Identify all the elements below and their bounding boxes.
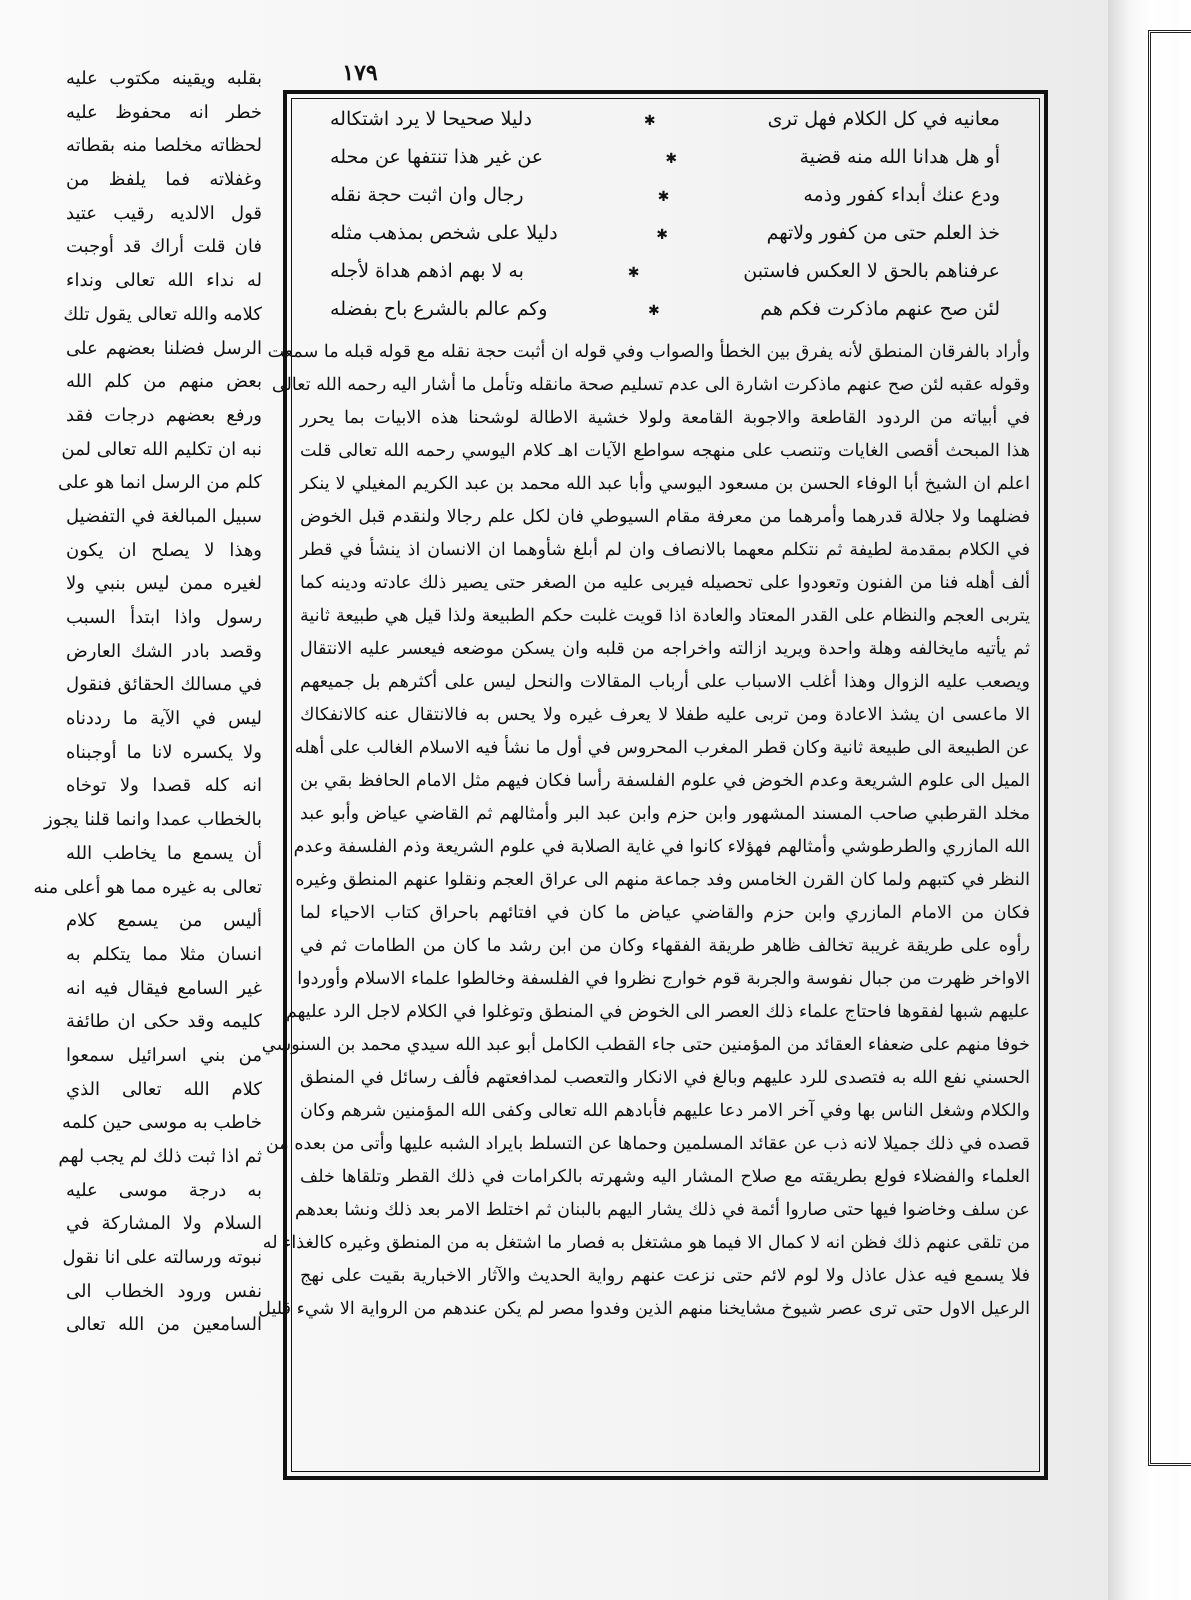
margin-line: قول الالديه رقيب عتيد [66, 202, 262, 224]
prose-line: النظر في كتبهم ولما كان القرن الخامس وفد جماعة منهم الى عراق العجم ونقلوا عنهم المنطق وغيره [295, 870, 1030, 890]
margin-line: له نداء الله تعالى ونداء [66, 270, 262, 292]
margin-line: ليس في الآية ما رددناه [66, 708, 262, 730]
verse-first-hemistich: لئن صح عنهم ماذكرت فكم هم [760, 298, 1000, 320]
poem-verse [300, 184, 1030, 222]
margin-line: ولا يكسره لانا ما أوجبناه [66, 741, 262, 763]
prose-line: الاواخر ظهرت من جبال نفوسة والجربة قوم خوارج نظروا في الفلسفة وخالطوا علماء الاسلام وأوردوا [297, 969, 1030, 989]
star-separator-icon: ✱ [657, 189, 670, 205]
margin-line: بالخطاب عمدا وانما قلنا يجوز [44, 809, 262, 831]
prose-line: ويصعب عليه الزوال وهذا أغلب الاسباب على أرباب المقالات والنحل ليس على أكثرهم بل جميعهم [300, 672, 1030, 692]
verse-second-hemistich: رجال وان اثبت حجة نقله [330, 184, 524, 206]
star-separator-icon: ✱ [647, 303, 660, 319]
margin-line: كلم من الرسل انما هو على [58, 472, 262, 494]
margin-commentary [33, 62, 262, 1342]
margin-line: نبه ان تكليم الله تعالى لمن [61, 438, 262, 460]
prose-line: فضلهما ولا جلالة قدرهما وأمرهما من معرفة مقام السيوطي فان لكل علم رجالا ولنقدم قبل الخوض [300, 507, 1030, 527]
prose-line: والكلام وشغل الناس بها وفي آخر الامر دعا عليهم فأبادهم الله تعالى وكفى الله المؤمنين شرهم وكان [300, 1101, 1030, 1121]
margin-line: من بني اسرائيل سمعوا [66, 1044, 262, 1066]
prose-line: الحسني نفع الله به فتصدى للرد عليهم وبالغ في الانكار والتعصب لمدافعتهم فألف رسائل في المنطق [300, 1068, 1030, 1088]
margin-line: الرسل فضلنا بعضهم على [66, 337, 262, 359]
poem-verse [300, 108, 1030, 146]
prose-line: من تلقى عنهم ذلك فظن انه لا كمال الا فيما هو مشتغل به فصار ما اشتغل به من المنطق وغيره كالغذاء له [262, 1233, 1030, 1253]
margin-line: وقصد بادر الشك العارض [66, 640, 262, 662]
margin-line: أن يسمع ما يخاطب الله [66, 842, 262, 864]
poem-verse [300, 146, 1030, 184]
poem-verse [300, 298, 1030, 336]
prose-line: فلا يسمع فيه عذل عاذل ولا لوم لائم حتى نزعت عنهم رواية الحديث والآثار الاخبارية بقيت على نهج [300, 1266, 1030, 1286]
prose-line: في أبياته من الردود القاطعة والاجوبة القامعة ولولا خشية الاطالة لوشحنا هذه الابيات بما يحرر [300, 408, 1030, 428]
prose-line: فكان من الامام المازري وابن حزم والقاضي عياض ما كان في افتائهم باحراق كتاب الاحياء لما [300, 903, 1030, 923]
margin-line: غير السامع فيقال فيه انه [66, 977, 262, 999]
prose-line: وأراد بالفرقان المنطق لأنه يفرق بين الخطأ والصواب وفي قوله ان أثبت حجة نقله مع قوله قبله ما سمعت [267, 342, 1030, 362]
verse-second-hemistich: دليلا صحيحا لا يرد اشتكاله [330, 108, 532, 130]
star-separator-icon: ✱ [656, 227, 669, 243]
prose-line: رأوه على طريقة غريبة تخالف ظاهر طريقة الفقهاء وكان من ابن رشد ما كان من الطامات ثم في [300, 936, 1030, 956]
adjacent-page-frame [1148, 30, 1191, 1466]
prose-line: ثم يأتيه مايخالفه وهلة واحدة ويريد ازالته واخراجه من قلبه وان يسكن موضعه فيعسر عليه الانتقال [300, 639, 1030, 659]
margin-line: لحظاته مخلصا منه بقطاته [66, 135, 262, 157]
margin-line: لغيره ممن ليس بنبي ولا [66, 573, 262, 595]
verse-first-hemistich: معانيه في كل الكلام فهل ترى [767, 108, 1000, 130]
prose-line: عليهم شبها لفقوها فاحتاج علماء ذلك العصر الى الخوض في المنطق وتوغلوا في الكلام لاجل الرد عليهم [285, 1002, 1030, 1022]
margin-line: به درجة موسى عليه [66, 1179, 262, 1201]
prose-line: مخلد القرطبي صاحب المسند المشهور وابن حزم وابن عبد البر وأمثالهم ثم القاضي عياض وأبو عبد [300, 804, 1030, 824]
margin-line: كلام الله تعالى الذي [66, 1078, 262, 1100]
star-separator-icon: ✱ [627, 265, 640, 281]
verse-second-hemistich: وكم عالم بالشرع باح بفضله [330, 298, 548, 320]
margin-line: نبوته ورسالته على انا نقول [62, 1247, 262, 1269]
prose-line: العلماء والفضلاء فولع بطريقته مع صلاح المشار اليه وشهرته بالكرامات في ذلك القطر وتلقاها خلف [300, 1167, 1030, 1187]
verse-first-hemistich: أو هل هدانا الله منه قضية [799, 146, 1000, 168]
star-separator-icon: ✱ [665, 151, 678, 167]
verse-second-hemistich: عن غير هذا تنتفها عن محله [330, 146, 544, 168]
verse-second-hemistich: دليلا على شخص بمذهب مثله [330, 222, 558, 244]
prose-line: اعلم ان الشيخ أبا الوفاء الحسن بن مسعود اليوسي وأبا عبد الله محمد بن عبد الكريم المغيلي لا ينكر [300, 474, 1030, 494]
prose-line: الله المازري والطرطوشي وأمثالهم فهؤلاء كانوا في غاية الصلابة في علوم الشريعة وذم الفلسفة وعدم [293, 837, 1030, 857]
star-separator-icon: ✱ [643, 113, 656, 129]
margin-line: سبيل المبالغة في التفضيل [66, 505, 262, 527]
margin-line: وغفلاته فما يلفظ من [66, 169, 262, 191]
verse-second-hemistich: به لا بهم اذهم هداة لأجله [330, 260, 524, 282]
margin-line: خاطب به موسى حين كلمه [61, 1112, 262, 1134]
margin-line: أليس من يسمع كلام [66, 910, 262, 932]
margin-line: السامعين من الله تعالى [66, 1314, 262, 1336]
prose-line: عن الطبيعة الى طبيعة ثانية وكان قطر المغرب المحروس في أول ما نشأ فيه الاسلام الغالب على أهله [294, 738, 1030, 758]
prose-line: عن سلف وخاضوا فيها حتى صاروا أئمة في ذلك يشار اليهم بالبنان ثم اختلط الامر بعد ذلك ونشا بعدهم [295, 1200, 1030, 1220]
margin-line: السلام ولا المشاركة في [66, 1213, 262, 1235]
prose-line: خوفا منهم على ضعفاء العقائد من المؤمنين حتى جاء القطب الكامل أبو عبد الله سيدي محمد بن السنوسي [261, 1035, 1030, 1055]
poem-verse [300, 260, 1030, 298]
margin-line: بقلبه ويقينه مكتوب عليه [66, 68, 262, 89]
prose-line: هذا المبحث أقصى الغايات وتنصب على منهجه سواطع الآيات اهـ كلام اليوسي رحمه الله تعالى قلت [300, 441, 1030, 461]
verse-first-hemistich: خذ العلم حتى من كفور ولاتهم [766, 222, 1000, 244]
prose-line: ألف أهله فنا من الفنون وتعودوا على تحصيله فيربى عليه من الصغر حتى يصير ذلك عادته ودينه كما [300, 573, 1030, 593]
margin-line: في مسالك الحقائق فنقول [66, 674, 262, 696]
margin-line: فان قلت أراك قد أوجبت [66, 236, 262, 258]
margin-line: كلامه والله تعالى يقول تلك [63, 303, 262, 325]
prose-line: الميل الى علوم الشريعة وعدم الخوض في علوم الفلسفة رأسا فكان فيهم مثل الامام الحافظ بقي بن [300, 771, 1030, 791]
verse-first-hemistich: عرفناهم بالحق لا العكس فاستبن [743, 260, 1000, 282]
poem-verse [300, 222, 1030, 260]
margin-line: بعض منهم من كلم الله [66, 371, 262, 393]
prose-block [258, 336, 1030, 1326]
prose-line: في الكلام بمقدمة لطيفة ثم نتكلم معهما بالانصاف وان لم أبلغ شأوهما ان الانسان اذ ينشأ في قطر [300, 540, 1030, 560]
main-text-body [258, 108, 1030, 1466]
margin-line: ورفع بعضهم درجات فقد [66, 404, 262, 426]
verse-first-hemistich: ودع عنك أبداء كفور وذمه [803, 184, 1000, 206]
margin-line: ثم اذا ثبت ذلك لم يجب لهم [58, 1146, 262, 1167]
prose-line: وقوله عقبه لئن صح عنهم ماذكرت اشارة الى عدم تسليم صحة مانقله وتأمل ما أشار اليه رحمه الله تعالى [271, 375, 1030, 395]
prose-line: الا ماعسى ان يشذ الاعادة ومن تربى عليه طفلا لا يعرف غيره ولا يحس به فالانتقال عنه كالانفكاك [300, 705, 1030, 725]
margin-line: رسول واذا ابتدأ السبب [66, 607, 262, 628]
margin-line: وهذا لا يصلح ان يكون [66, 539, 262, 561]
prose-line: الرعيل الاول حتى ترى عصر شيوخ مشايخنا منهم الذين وفدوا مصر لم يكن عندهم من الرواية الا شيء قليل [258, 1299, 1030, 1319]
prose-line: قصده في ذلك جميلا لانه ذب عن عقائد المسلمين وحماها عن التسلط بايراد الشبه عليها وأتى من بعده من [265, 1134, 1030, 1154]
margin-line: نفس ورود الخطاب الى [66, 1280, 262, 1302]
margin-line: انه كله قصدا ولا توخاه [66, 775, 262, 797]
page-number: ١٧٩ [342, 60, 378, 86]
margin-line: انسان مثلا مما يتكلم به [66, 943, 262, 965]
poem-block [300, 108, 1030, 336]
margin-line: خطر انه محفوظ عليه [66, 101, 262, 123]
margin-line: كليمه وقد حكى ان طائفة [66, 1011, 262, 1033]
margin-line: تعالى به غيره مما هو أعلى منه [33, 876, 262, 898]
prose-line: يتربى العجم والنظام على القدر المعتاد والعادة اذا قويت غلبت حكم الطبيعة ولذا قيل هي طبيعة ثانية [300, 606, 1030, 626]
